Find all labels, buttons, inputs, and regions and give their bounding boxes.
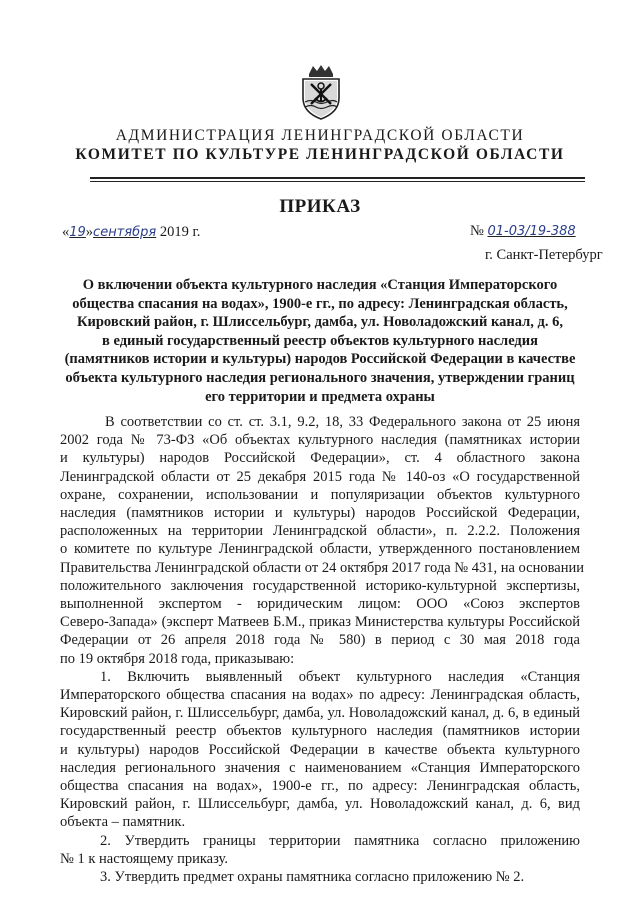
item-1-line: объекта – памятник. <box>60 814 186 831</box>
document-subject <box>60 276 580 406</box>
body-line: и культуры) народов Российской Федерации», ст. 4 областного закона <box>60 450 580 467</box>
header-divider-thin <box>90 181 585 182</box>
item-2-line: № 1 к настоящему приказу. <box>60 850 228 867</box>
document-number <box>470 223 576 240</box>
committee-header: КОМИТЕТ ПО КУЛЬТУРЕ ЛЕНИНГРАДСКОЙ ОБЛАСТИ <box>75 146 565 163</box>
item-1-line: государственный реестр объектов культурного наследия (памятников истории <box>60 723 580 740</box>
date-close-quote: » <box>85 224 94 240</box>
item-1-line: 1. Включить выявленный объект культурного наследия «Станция <box>100 668 580 685</box>
document-title: ПРИКАЗ <box>279 196 361 217</box>
document-date <box>62 224 200 241</box>
body-line: Ленинградской области от 25 декабря 2015 года № 140-оз «О государственной <box>60 468 580 485</box>
body-line: В соответствии со ст. ст. 3.1, 9.2, 18, 33 Федерального закона от 25 июня <box>105 414 580 430</box>
body-line: наследия (памятников истории и культуры) народов Российской Федерации, <box>60 505 580 522</box>
body-line: Федерации от 26 апреля 2018 года № 580) в период с 30 мая 2018 года <box>60 632 580 649</box>
body-line: выполненной экспертом - юридическим лицом: ООО «Союз экспертов <box>60 596 580 613</box>
document-body <box>60 413 584 886</box>
item-1-line: Императорского общества спасания на водах» по адресу: Ленинградская область, <box>60 687 580 704</box>
date-year: 2019 г. <box>159 224 201 240</box>
item-1-line: Кировский район, г. Шлиссельбург, дамба, ул. Новоладожский канал, д. 6, в единый <box>60 705 580 722</box>
administration-header: АДМИНИСТРАЦИЯ ЛЕНИНГРАДСКОЙ ОБЛАСТИ <box>115 127 525 144</box>
subject-line: Кировский район, г. Шлиссельбург, дамба, ул. Новоладожский канал, д. 6, <box>77 314 563 331</box>
document-city: г. Санкт-Петербург <box>485 247 603 263</box>
item-1-line: общества спасания на водах», 1900-е гг., по адресу: Ленинградская область, <box>60 778 580 795</box>
body-line: Правительства Ленинградской области от 24 октября 2017 года № 431, на основании <box>60 559 584 576</box>
subject-line: объекта культурного наследия регионального значения, утверждении границ <box>65 369 575 386</box>
date-day: 19 <box>69 225 86 240</box>
body-line: 2002 года № 73-ФЗ «Об объектах культурного наследия (памятниках истории <box>60 432 580 449</box>
item-3-line: 3. Утвердить предмет охраны памятника согласно приложению № 2. <box>100 869 525 886</box>
number-prefix: № <box>470 223 484 239</box>
body-line: положительного заключения государственной историко-культурной экспертизы, <box>60 577 580 594</box>
date-month: сентября <box>93 225 157 240</box>
item-1-line: Кировский район, г. Шлиссельбург, дамба, ул. Новоладожский канал, д. 6, вид <box>60 796 580 813</box>
number-value: 01-03/19-388 <box>487 224 576 239</box>
body-line: по 19 октября 2018 года, приказываю: <box>60 650 295 667</box>
item-1-line: и культуры) народов Российской Федерации в качестве объекта культурного <box>60 741 580 758</box>
date-open-quote: « <box>62 224 70 240</box>
header-divider <box>90 177 585 179</box>
body-line: охране, сохранении, использовании и популяризации объектов культурного <box>60 486 580 503</box>
coat-of-arms-icon <box>299 62 343 120</box>
item-1-line: наследия регионального значения с наименованием «Станция Императорского <box>60 759 580 776</box>
subject-line: в единый государственный реестр объектов культурного наследия <box>102 332 538 349</box>
body-line: расположенных на территории Ленинградской области», п. 2.2.2. Положения <box>60 523 580 540</box>
subject-line: его территории и предмета охраны <box>205 388 435 405</box>
subject-line: общества спасания на водах», 1900-е гг., по адресу: Ленинградская область, <box>72 295 568 312</box>
body-line: о комитете по культуре Ленинградской области, утвержденного постановлением <box>60 541 580 558</box>
item-2-line: 2. Утвердить границы территории памятника согласно приложению <box>100 832 580 849</box>
body-line: Северо-Запада» (эксперт Матвеев Б.М., приказ Министерства культуры Российской <box>60 614 580 631</box>
subject-line: О включении объекта культурного наследия «Станция Императорского <box>82 277 558 293</box>
subject-line: (памятников истории и культуры) народов Российской Федерации в качестве <box>64 351 576 368</box>
